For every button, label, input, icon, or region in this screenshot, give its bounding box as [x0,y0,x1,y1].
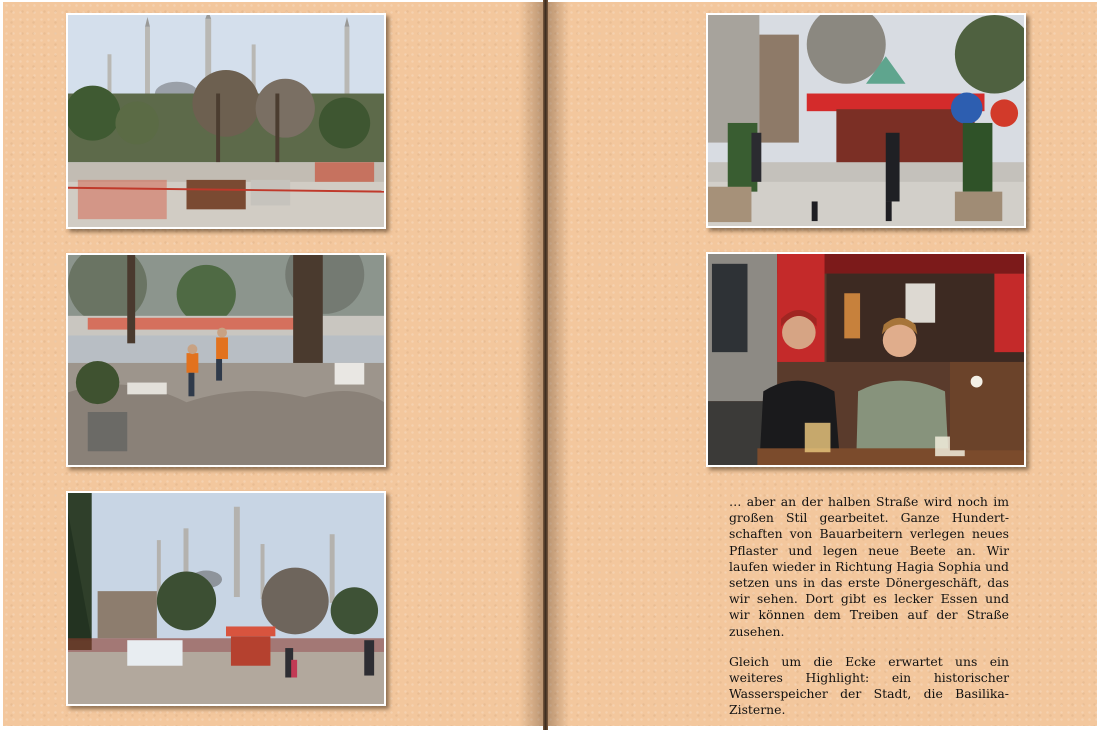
book-spine [543,0,548,730]
photo-mosque-square [66,13,386,229]
photo-street-kiosk [706,13,1026,228]
page-gutter-shadow [547,2,569,726]
story-paragraph: … aber an der halben Straße wird noch im großen Stil gearbeitet. Ganze Hundertschaften von Bauarbeitern verlegen neues Pflaster und legen neue Beete an. Wir laufen wieder in Richtung Hagia Sophia und setzen uns in das erste Dönergeschäft, das wir sehen. Dort gibt es lecker Essen und wir können dem Treiben auf der Straße zusehen. [729,494,1009,639]
story-text [729,494,1009,733]
story-paragraph: Gleich um die Ecke erwartet uns ein weiteres Highlight: ein historischer Wasserspeicher der Stadt, die Basilika-Zisterne. [729,653,1009,718]
photo-mosque-cart [66,491,386,706]
page-gutter-shadow [519,2,545,726]
photo-workers-paving [66,253,386,467]
photo-doner-shop [706,252,1026,467]
